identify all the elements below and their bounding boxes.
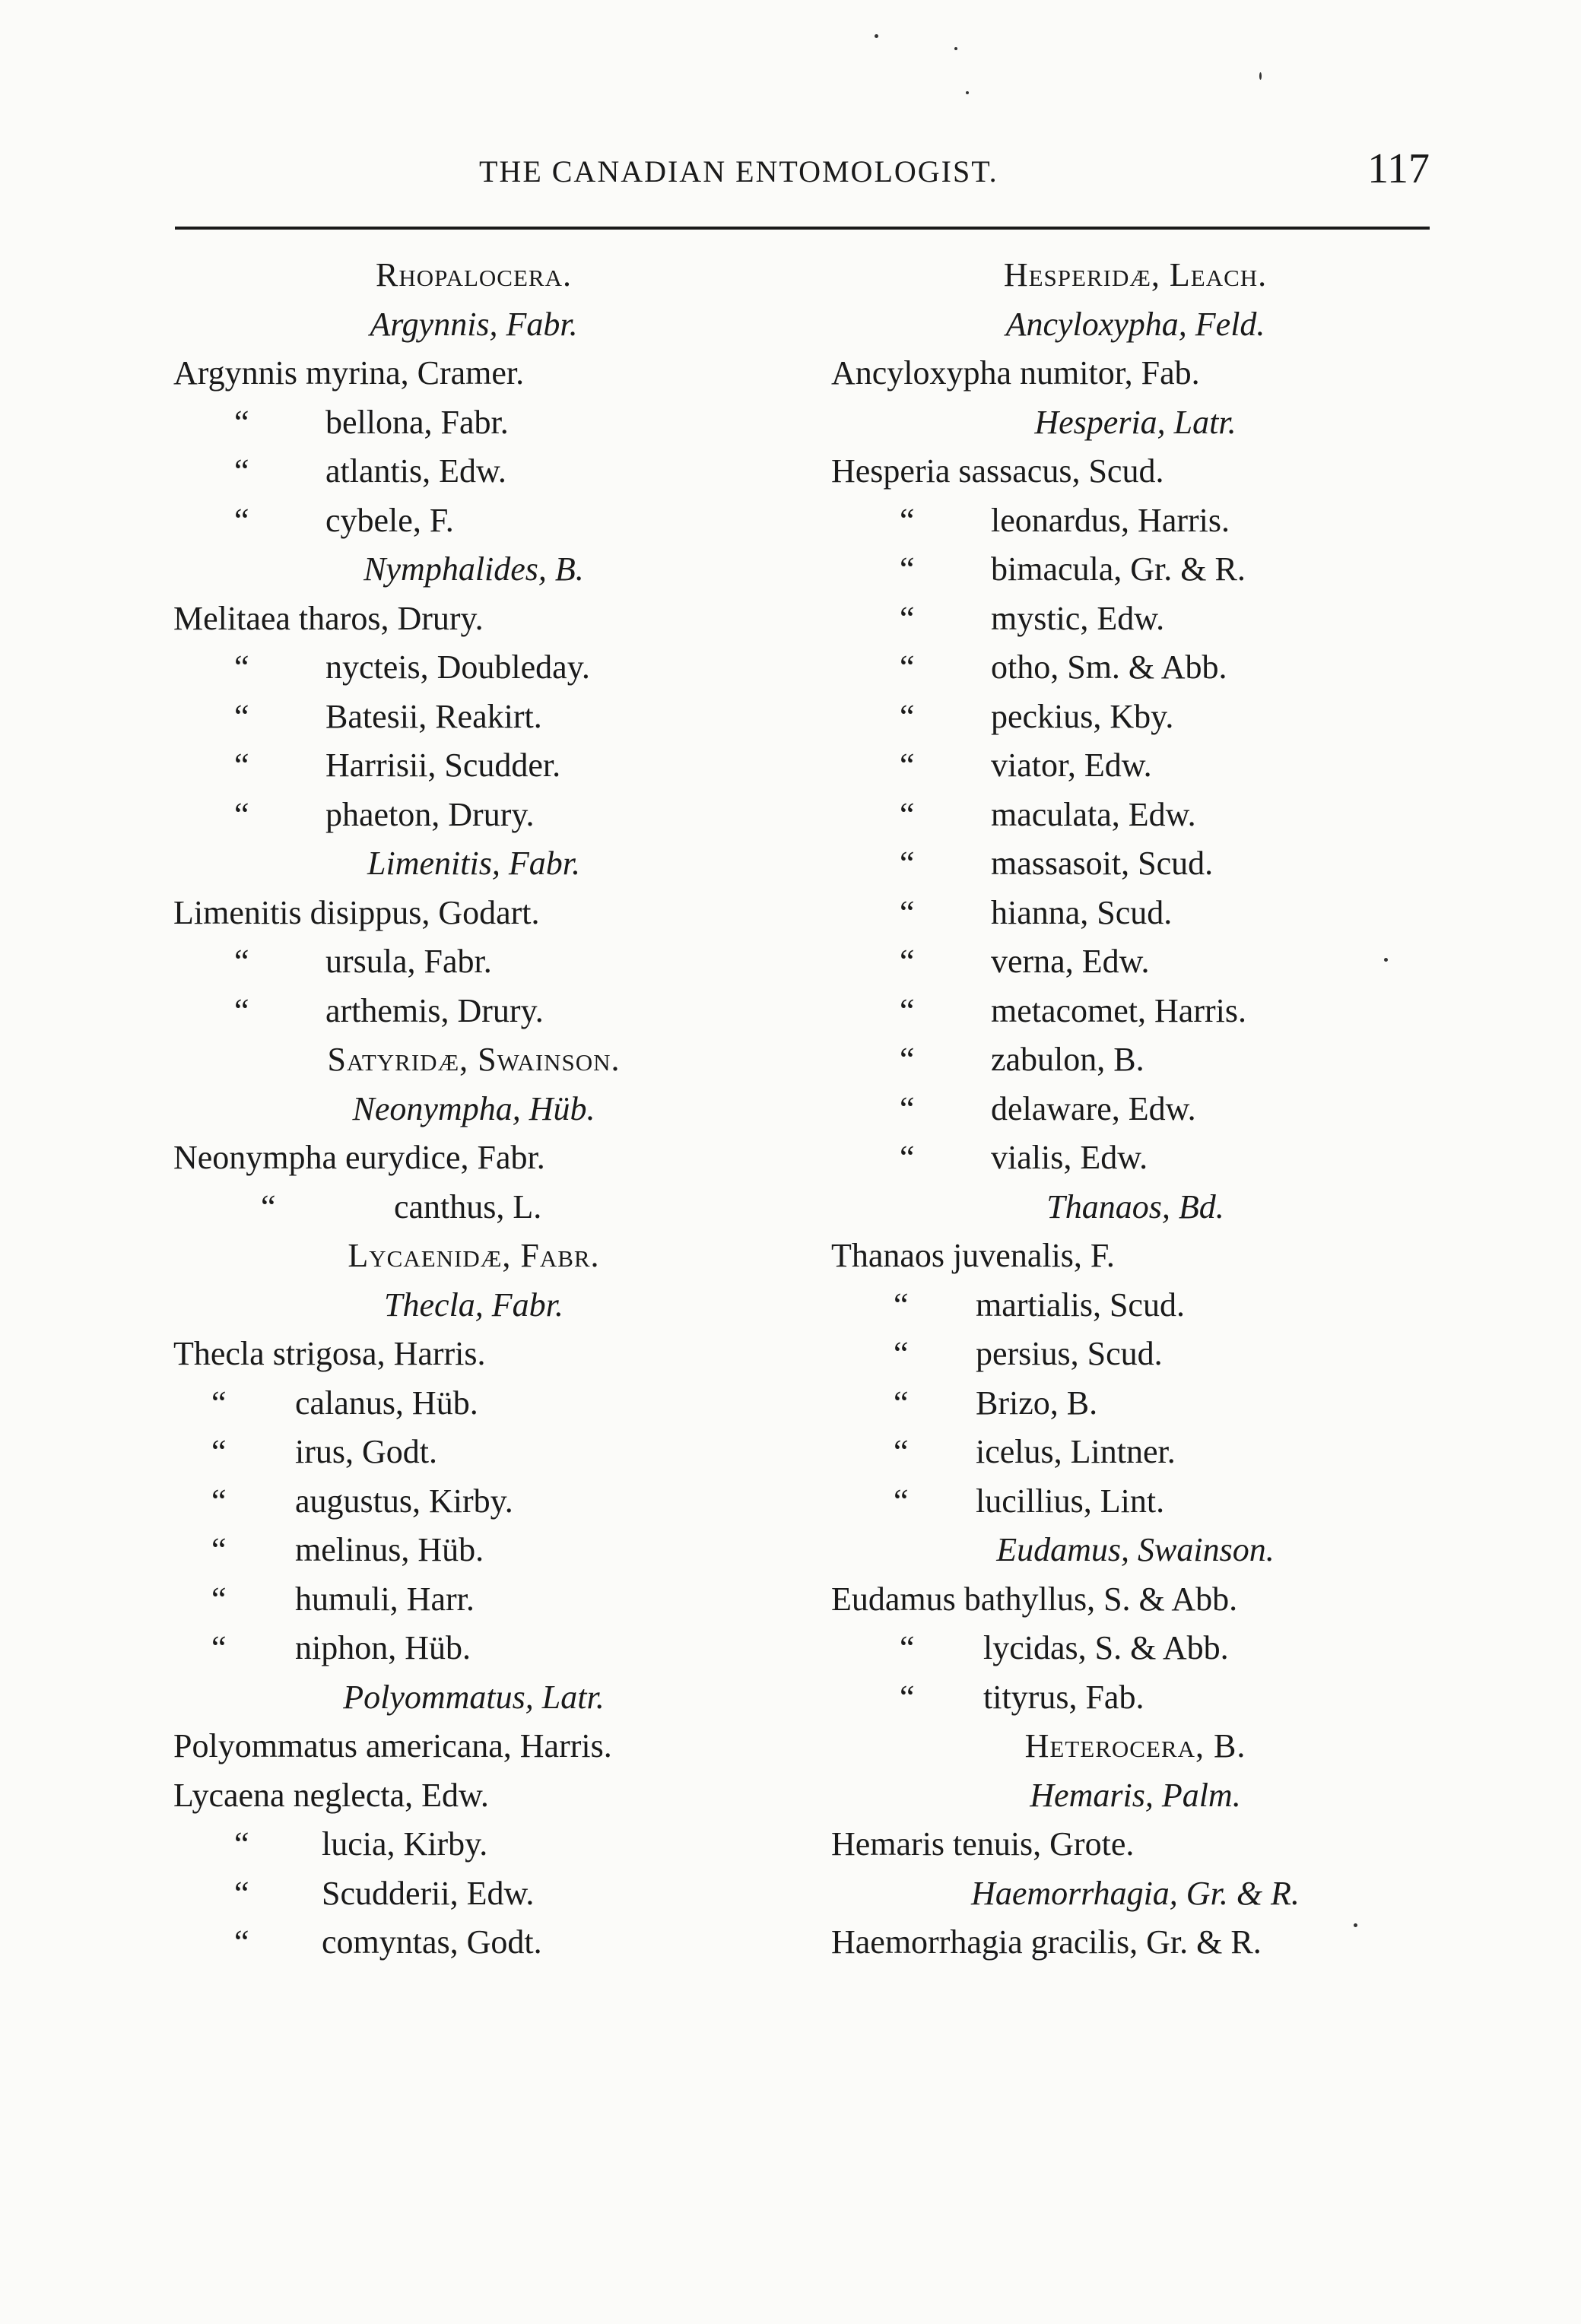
speck xyxy=(1384,958,1388,962)
species-name: metacomet, Harris. xyxy=(991,991,1246,1029)
genus-heading: Limenitis, Fabr. xyxy=(367,845,580,882)
speck xyxy=(875,34,878,38)
species-line xyxy=(173,1624,774,1673)
species-line xyxy=(831,1035,1440,1085)
species-name: humuli, Harr. xyxy=(295,1580,475,1618)
species-name: otho, Sm. & Abb. xyxy=(991,648,1227,686)
species-line xyxy=(831,987,1440,1036)
ditto-mark: “ xyxy=(234,1825,249,1863)
ditto-mark: “ xyxy=(900,991,915,1029)
ditto-mark: “ xyxy=(900,845,915,882)
species-name: peckius, Kby. xyxy=(991,697,1174,735)
species-name: cybele, F. xyxy=(325,501,454,539)
ditto-mark: “ xyxy=(234,991,249,1029)
species-line xyxy=(173,1183,774,1232)
species-name: Brizo, B. xyxy=(976,1384,1098,1422)
species-name: viator, Edw. xyxy=(991,747,1152,784)
species-line xyxy=(173,1526,774,1575)
ditto-mark: “ xyxy=(900,1629,915,1666)
genus-heading: Nymphalides, B. xyxy=(364,550,584,588)
suborder-heading: Rhopalocera. xyxy=(376,256,572,293)
species-name: lucia, Kirby. xyxy=(322,1825,488,1863)
speck xyxy=(1259,72,1262,80)
species-name: lycidas, S. & Abb. xyxy=(983,1629,1229,1666)
species-line: Thanaos juvenalis, F. xyxy=(831,1237,1115,1274)
ditto-mark: “ xyxy=(234,452,249,490)
ditto-mark: “ xyxy=(211,1580,227,1618)
ditto-mark: “ xyxy=(211,1384,227,1422)
species-name: hianna, Scud. xyxy=(991,893,1173,931)
species-line xyxy=(173,1379,774,1428)
suborder-heading: Heterocera, B. xyxy=(1024,1727,1246,1764)
genus-heading: Eudamus, Swainson. xyxy=(996,1531,1275,1568)
species-line: Thecla strigosa, Harris. xyxy=(173,1335,486,1372)
species-line: Melitaea tharos, Drury. xyxy=(173,599,484,637)
ditto-mark: “ xyxy=(234,943,249,980)
species-line xyxy=(831,1379,1440,1428)
species-name: delaware, Edw. xyxy=(991,1089,1196,1127)
ditto-mark: “ xyxy=(900,1678,915,1716)
ditto-mark: “ xyxy=(211,1433,227,1470)
species-name: bimacula, Gr. & R. xyxy=(991,550,1246,588)
genus-heading: Haemorrhagia, Gr. & R. xyxy=(971,1874,1300,1912)
species-line: Haemorrhagia gracilis, Gr. & R. xyxy=(831,1923,1262,1961)
species-name: bellona, Fabr. xyxy=(325,403,509,441)
species-name: irus, Godt. xyxy=(295,1433,437,1470)
ditto-mark: “ xyxy=(234,1923,249,1961)
species-name: zabulon, B. xyxy=(991,1041,1144,1078)
species-line: Eudamus bathyllus, S. & Abb. xyxy=(831,1580,1238,1618)
ditto-mark: “ xyxy=(894,1335,909,1372)
ditto-mark: “ xyxy=(234,403,249,441)
ditto-mark: “ xyxy=(894,1286,909,1324)
genus-heading: Hemaris, Palm. xyxy=(1030,1776,1241,1814)
ditto-mark: “ xyxy=(900,1041,915,1078)
species-line xyxy=(831,889,1440,938)
species-line xyxy=(173,937,774,987)
species-line xyxy=(831,1673,1440,1723)
ditto-mark: “ xyxy=(900,648,915,686)
ditto-mark: “ xyxy=(900,697,915,735)
ditto-mark: “ xyxy=(900,599,915,637)
species-name: niphon, Hüb. xyxy=(295,1629,471,1666)
genus-heading: Ancyloxypha, Feld. xyxy=(1005,305,1265,343)
genus-heading: Thanaos, Bd. xyxy=(1046,1187,1224,1225)
ditto-mark: “ xyxy=(894,1482,909,1520)
species-line xyxy=(831,937,1440,987)
species-line: Argynnis myrina, Cramer. xyxy=(173,354,525,392)
species-line: Hesperia sassacus, Scud. xyxy=(831,452,1164,490)
ditto-mark: “ xyxy=(234,697,249,735)
species-line xyxy=(831,1085,1440,1134)
ditto-mark: “ xyxy=(900,1089,915,1127)
ditto-mark: “ xyxy=(234,795,249,833)
ditto-mark: “ xyxy=(900,1139,915,1176)
speck xyxy=(1354,1923,1357,1927)
genus-heading: Argynnis, Fabr. xyxy=(370,305,578,343)
ditto-mark: “ xyxy=(211,1629,227,1666)
ditto-mark: “ xyxy=(234,747,249,784)
species-line: Limenitis disippus, Godart. xyxy=(173,893,540,931)
ditto-mark: “ xyxy=(900,795,915,833)
species-name: phaeton, Drury. xyxy=(325,795,535,833)
species-name: Scudderii, Edw. xyxy=(322,1874,535,1912)
genus-heading: Polyommatus, Latr. xyxy=(343,1678,605,1716)
species-name: comyntas, Godt. xyxy=(322,1923,542,1961)
species-name: tityrus, Fab. xyxy=(983,1678,1144,1716)
family-heading: Hesperidæ, Leach. xyxy=(1003,256,1268,293)
ditto-mark: “ xyxy=(894,1384,909,1422)
species-line xyxy=(173,987,774,1036)
species-name: lucillius, Lint. xyxy=(976,1482,1165,1520)
species-name: mystic, Edw. xyxy=(991,599,1165,637)
species-name: canthus, L. xyxy=(394,1187,542,1225)
species-line xyxy=(173,1869,774,1919)
species-line: Hemaris tenuis, Grote. xyxy=(831,1825,1135,1863)
species-line xyxy=(831,741,1440,791)
genus-heading: Neonympha, Hüb. xyxy=(352,1089,595,1127)
ditto-mark: “ xyxy=(894,1433,909,1470)
page-number: 117 xyxy=(1367,145,1430,192)
species-name: atlantis, Edw. xyxy=(325,452,506,490)
species-line xyxy=(173,1575,774,1625)
species-line xyxy=(831,1133,1440,1183)
species-line xyxy=(173,791,774,840)
journal-title: THE CANADIAN ENTOMOLOGIST. xyxy=(479,154,998,189)
species-name: calanus, Hüb. xyxy=(295,1384,478,1422)
species-line xyxy=(831,1477,1440,1527)
species-line xyxy=(831,839,1440,889)
species-name: leonardus, Harris. xyxy=(991,501,1230,539)
species-line xyxy=(831,643,1440,693)
right-column xyxy=(831,251,1440,1967)
species-name: persius, Scud. xyxy=(976,1335,1163,1372)
species-name: vialis, Edw. xyxy=(991,1139,1148,1176)
species-line: Neonympha eurydice, Fabr. xyxy=(173,1139,545,1176)
ditto-mark: “ xyxy=(900,893,915,931)
species-name: Harrisii, Scudder. xyxy=(325,747,561,784)
species-name: ursula, Fabr. xyxy=(325,943,492,980)
ditto-mark: “ xyxy=(900,747,915,784)
speck xyxy=(966,91,969,94)
species-line xyxy=(173,1428,774,1477)
species-line xyxy=(831,1330,1440,1379)
species-name: verna, Edw. xyxy=(991,943,1150,980)
species-line xyxy=(831,693,1440,742)
species-line xyxy=(831,545,1440,594)
species-line: Lycaena neglecta, Edw. xyxy=(173,1776,489,1814)
ditto-mark: “ xyxy=(234,1874,249,1912)
species-name: nycteis, Doubleday. xyxy=(325,648,590,686)
species-line xyxy=(173,693,774,742)
species-line xyxy=(831,791,1440,840)
ditto-mark: “ xyxy=(900,501,915,539)
ditto-mark: “ xyxy=(234,501,249,539)
species-name: martialis, Scud. xyxy=(976,1286,1185,1324)
left-column xyxy=(173,251,774,1967)
genus-heading: Hesperia, Latr. xyxy=(1034,403,1237,441)
genus-heading: Thecla, Fabr. xyxy=(384,1286,564,1324)
species-line xyxy=(173,1918,774,1967)
speck xyxy=(954,47,957,50)
ditto-mark: “ xyxy=(211,1531,227,1568)
ditto-mark: “ xyxy=(211,1482,227,1520)
species-line xyxy=(831,594,1440,644)
species-name: arthemis, Drury. xyxy=(325,991,544,1029)
species-line xyxy=(173,398,774,448)
species-line xyxy=(173,496,774,546)
ditto-mark: “ xyxy=(900,550,915,588)
species-line xyxy=(173,1820,774,1869)
species-line xyxy=(831,1624,1440,1673)
header-rule xyxy=(175,227,1430,230)
species-line: Ancyloxypha numitor, Fab. xyxy=(831,354,1200,392)
page-header xyxy=(175,144,1430,198)
species-line xyxy=(173,447,774,496)
species-name: Batesii, Reakirt. xyxy=(325,697,542,735)
family-heading: Lycaenidæ, Fabr. xyxy=(348,1237,600,1274)
species-line xyxy=(831,1428,1440,1477)
species-line: Polyommatus americana, Harris. xyxy=(173,1727,612,1764)
family-heading: Satyridæ, Swainson. xyxy=(327,1041,621,1078)
species-line xyxy=(831,1281,1440,1330)
species-name: icelus, Lintner. xyxy=(976,1433,1176,1470)
species-line xyxy=(831,496,1440,546)
ditto-mark: “ xyxy=(234,648,249,686)
species-name: massasoit, Scud. xyxy=(991,845,1214,882)
species-name: melinus, Hüb. xyxy=(295,1531,484,1568)
species-name: maculata, Edw. xyxy=(991,795,1196,833)
species-line xyxy=(173,643,774,693)
species-name: augustus, Kirby. xyxy=(295,1482,513,1520)
ditto-mark: “ xyxy=(900,943,915,980)
species-line xyxy=(173,741,774,791)
species-line xyxy=(173,1477,774,1527)
ditto-mark: “ xyxy=(261,1187,276,1225)
